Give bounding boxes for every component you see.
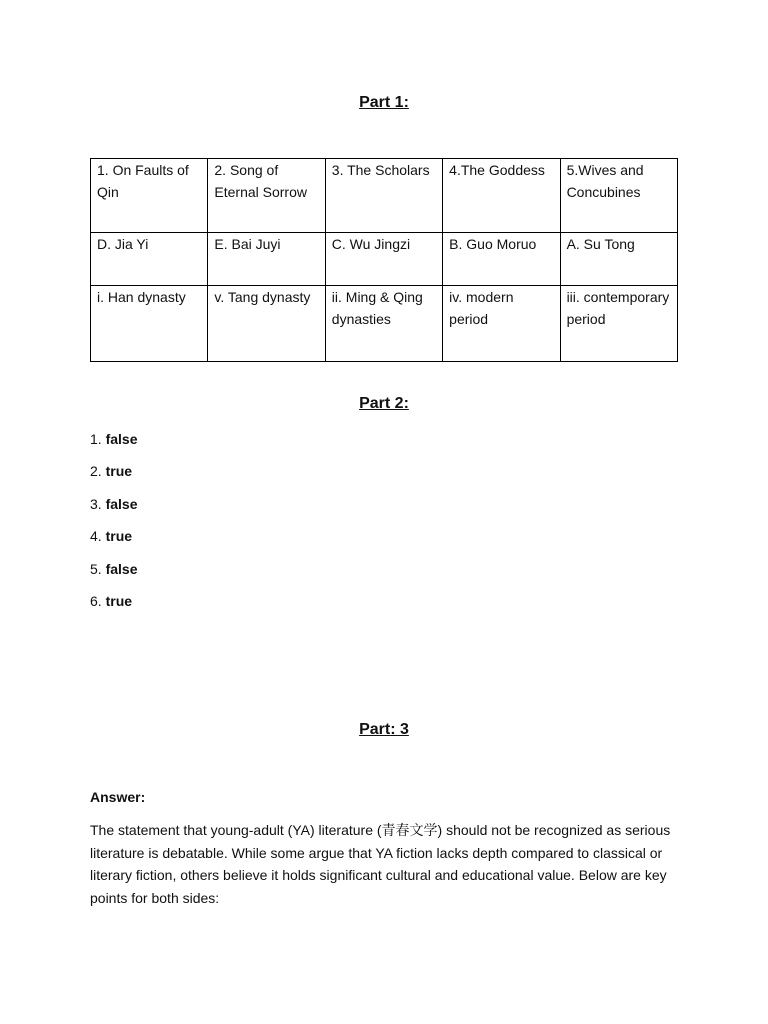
item-number: 5. [90,560,102,577]
table-cell: 4.The Goddess [443,159,560,233]
item-number: 1. [90,431,102,447]
item-answer: true [105,528,133,545]
table-cell: C. Wu Jingzi [325,233,442,286]
list-item [90,429,138,461]
item-number: 3. [90,495,102,512]
table-cell: 1. On Faults of Qin [91,159,208,233]
item-answer: false [105,495,138,512]
answer-paragraph: The statement that young-adult (YA) literature (青春文学) should not be recognized as serious literature is debatable. While some argue that YA fiction lacks depth compared to classical or literary fiction, others believe it holds significant cultural and educational value. Below are key points for both sides: [90,822,671,906]
table-cell: 3. The Scholars [325,159,442,233]
table-cell: v. Tang dynasty [208,286,325,362]
part1-heading: Part 1: [359,94,409,111]
item-answer: true [105,463,133,480]
table-cell: iv. modern period [443,286,560,362]
table-cell: iii. contemporary period [560,286,677,362]
table-cell: ii. Ming & Qing dynasties [325,286,442,362]
true-false-list [90,429,138,623]
list-item [90,559,138,591]
table-row-works [91,159,678,233]
list-item [90,494,138,526]
table-cell: i. Han dynasty [91,286,208,362]
table-cell: E. Bai Juyi [208,233,325,286]
table-cell: D. Jia Yi [91,233,208,286]
table-cell: 2. Song of Eternal Sorrow [208,159,325,233]
table-cell: 5.Wives and Concubines [560,159,677,233]
item-number: 4. [90,528,102,545]
part2-heading: Part 2: [359,395,409,412]
table-cell: B. Guo Moruo [443,233,560,286]
item-answer: true [105,592,133,609]
list-item [90,591,138,623]
part3-heading: Part: 3 [359,721,409,738]
answer-label: Answer: [90,789,146,805]
item-answer: false [105,560,138,577]
item-number: 2. [90,463,102,480]
item-number: 6. [90,592,102,609]
item-answer: false [105,431,138,447]
list-item [90,461,138,493]
matching-table [90,158,678,362]
table-row-authors [91,233,678,286]
table-row-periods [91,286,678,362]
table-cell: A. Su Tong [560,233,677,286]
list-item [90,526,138,558]
